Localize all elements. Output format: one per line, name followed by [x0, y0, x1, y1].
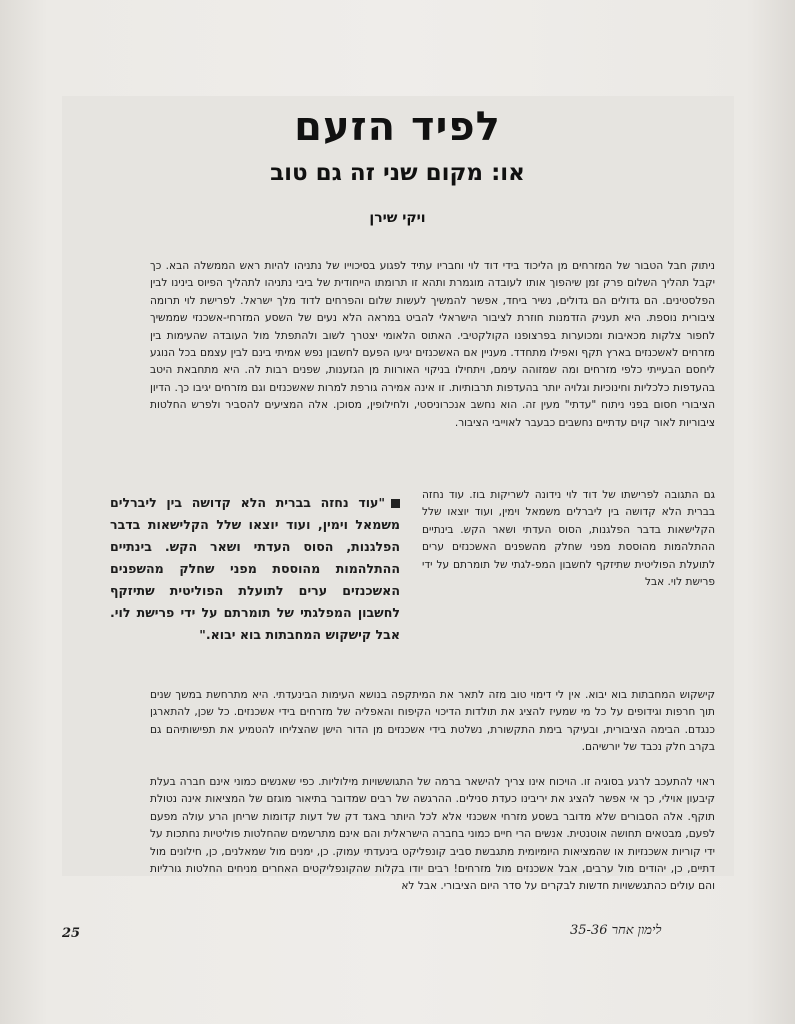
article-author: ויקי שירן: [369, 210, 426, 226]
pull-quote: [110, 492, 400, 646]
square-bullet-icon: [391, 499, 400, 508]
pull-quote-text: "עוד נחזה בברית הלא קדושה בין ליברלים משמאל וימין, ועוד יוצאו שלל הקלישאות בדבר הפלגנות, הסוס העדתי ושאר הקש. בינתיים ההתלהמות מהוססת מפני שחלק מהשפנים האשכנזים ערים לתועלת הפוליטית שתיזקף לחשבון המפלגתי של תומרתם על ידי פרישת לוי. אבל קישקוש המחבתות בוא יבוא.": [110, 495, 400, 642]
article-title: לפיד הזעם: [294, 104, 501, 150]
body-paragraph-1: ניתוק חבל הטבור של המזרחים מן הליכוד בידי דוד לוי וחבריו עתיד לפגוע בסיכוייו של נתניהו להיות ראש הממשלה הבא. כך יקבל תהליך השלום פרק זמן שיהפוך אותו לעובדה מוגמרת ותהא זו תרומתו הייחודית של ביבי נתניהו לתהליך הפיוס בינינו לבין הפלסטינים. הם גדולים הם גדולים, נשיר ביחד, אפשר להמשיך לעשות שלום והפרחים לדוד מלך ישראל. לפרישת לוי תרומה ציבורית נוספת. היא תעניק הזדמנות חוזרת לציבור הישראלי להביט במראה הלא נעים של השסע המזרחי-אשכנזי שממשיך לחפור צלקות מכאיבות ומכוערות בפרצופנו הקולקטיבי. האתוס הלאומי יצטרך לשוב ולהתפתל מול העובדה שהעימות בין מזרחים לאשכנזים בארץ תקף ואפילו מתחדד. מעניין אם האשכנזים יגיעו הפעם לחשבון נפש אמיתי בינם לבין עצמם בכל הנוגע ליחסם הבעייתי כלפי מזרחים ומה שמזוהה עימם, ויתחילו בניקוי האורוות מן הגזענות, שפנים רבות לה. היא מתחבאת היטב בהעדפות כלכליות וחינוכיות וגלויה יותר בהעדפות תרבותיות. זו אינה אמירה גורפת למרות שאשכנזים וגם מזרחים יגיבו כך. הדיון הציבורי חסום בפני ניתוח "עדתי" מעין זה. הוא נחשב אנכרוניסטי, ולחילופין, מסוכן. אלה המציעים להסביר ולפרש החלטות ציבוריות לאור קוים עדתיים נחשבים כבעבר לאוייבי הציבור.: [150, 260, 715, 429]
body-paragraph-2: גם התגובה לפרישתו של דוד לוי נידונה לשריקות בוז. עוד נחזה בברית הלא קדושה בין ליברלים משמאל וימין, ועוד יוצאו שלל הקלישאות בדבר הפלגנות, הסוס העדתי ושאר הקש. בינתיים ההתלהמות מהוססת מפני שחלק מהשפנים האשכנזים ערים לתועלת הפוליטית שתיזקף לחשבון המפ-לגתי של תומרתם על ידי פרישת לוי. אבל: [422, 489, 715, 589]
body-paragraph-3: קישקוש המחבתות בוא יבוא. אין לי דימוי טוב מזה לתאר את המיתקפה בנושא העימות הבינעדתי. היא מתרחשת במשך שנים תוך חרפות וגידופים על כל מי שמעיז להציג את תולדות הדיכוי הקיפוח והאפליה של מזרחים בידי אשכנזים. כל שכן, להתארגן כנגדם. הבימה הציבורית, ובעיקר בימת התקשורת, נשלטת בידי אשכנזים מן הדור הישן שהצליחו להטמיע את תפישותיהם גם בקרב חלק נכבד של יורשיהם.: [150, 689, 715, 754]
handwritten-note: לימון אחר 35-36: [570, 923, 662, 938]
body-paragraph-4: ראוי להתעכב לרגע בסוגיה זו. הויכוח אינו צריך להישאר ברמה של התגוששויות מילוליות. כפי שאנשים כמוני אינם חברה בעלת קיבעון אוילי, כך אי אפשר להציג את יריבינו כעדת סנילים. ההרגשה של רבים שמדובר בתיאור מוגזם של המציאות אינה נטולת תוקף. אלה הסבורים שלא מדובר בשסע מזרחי אשכנזי אלא לכל היותר באגד דק של דעות קדומות שריחן הרע עולה מפעם לפעם, מבטאים תחושה אוטנטית. אנשים הרי חיים כמוני בחברה הישראלית והם אינם מתרשמים שהחלטות פוליטיות נחתכות על ידי קוריות אשכנזיות או שהמציאות היומיומית מתגבשת סביב קונפליקט בינעדתי עמוק. כן, ימנים מול שמאלנים, כן, חילונים מול דתיים, כן, יהודים מול ערבים, אבל אשכנזים מול מזרחים! רבים יודו בקלות שהקונפליקטים האחרים מניחים החלטות גורליות והם עולים כהתגששויות חדשות לבקרים על סדר היום הציבורי. אבל לא: [150, 776, 715, 893]
article-subtitle: או: מקום שני זה גם טוב: [270, 160, 525, 186]
page-number: 25: [62, 926, 81, 941]
